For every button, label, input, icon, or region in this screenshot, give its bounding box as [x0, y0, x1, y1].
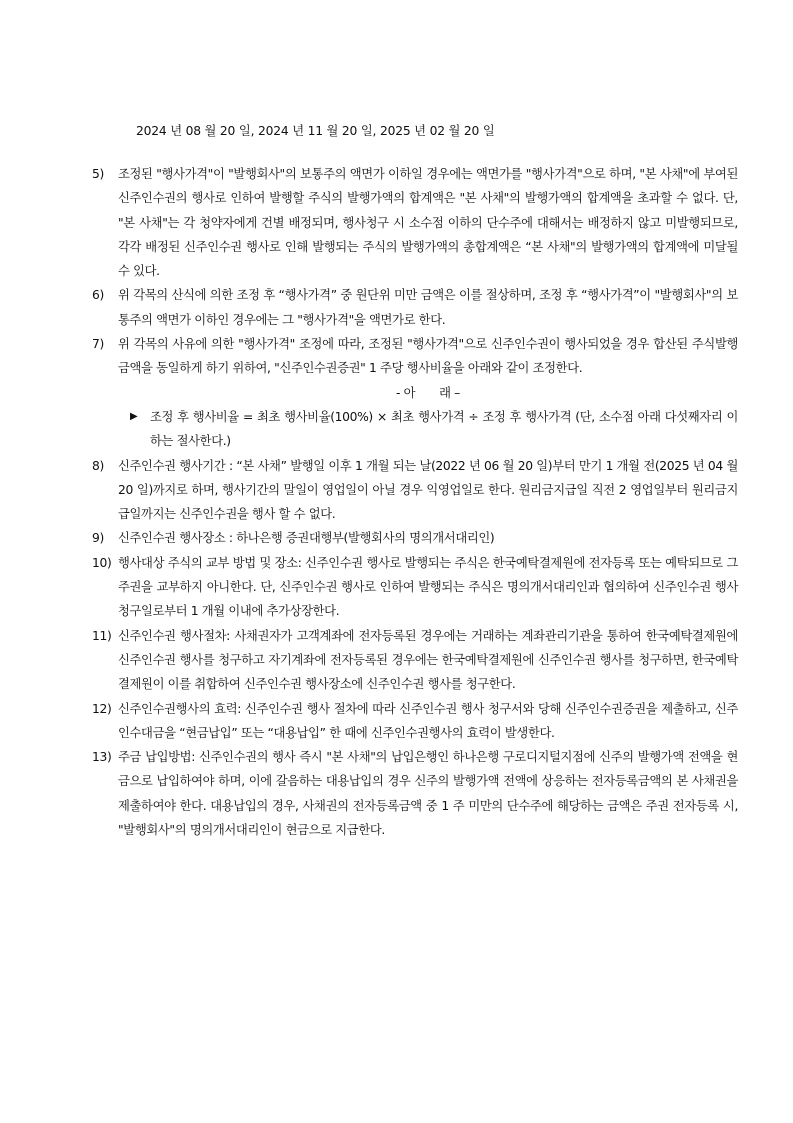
item-text: 위 각목의 사유에 의한 "행사가격" 조정에 따라, 조정된 "행사가격"으로 신주인수권이 행사되었을 경우 합산된 주식발행금액을 동일하게 하기 위하여, "신주인수권증권" 1 주당 행사비율을 아래와 같이 조정한다.	[118, 337, 738, 376]
item-text: 신주인수권행사의 효력: 신주인수권 행사 절차에 따라 신주인수권 행사 청구서와 당해 신주인수권증권을 제출하고, 신주인수대금을 “현금납입” 또는 “대용납입” 한 때에 신주인수권행사의 효력이 발생한다.	[118, 701, 738, 740]
terms-list	[92, 162, 738, 842]
item-number: 9)	[92, 531, 104, 546]
formula-bullet	[92, 405, 738, 454]
item-number: 5)	[92, 167, 104, 181]
item-text: 신주인수권 행사절차: 사채권자가 고객계좌에 전자등록된 경우에는 거래하는 계좌관리기관을 통하여 한국예탁결제원에 신주인수권 행사를 청구하고 자기계좌에 전자등록된 경우에는 한국예탁결제원에 신주인수권 행사를 청구하면, 한국예탁결제원이 이를 취합하여 신주인수권 행사장소에 신주인수권 행사를 청구한다.	[118, 628, 738, 692]
list-item	[92, 624, 738, 697]
list-item	[92, 745, 738, 842]
list-item	[92, 551, 738, 624]
list-item	[92, 697, 738, 746]
list-item	[92, 454, 738, 527]
list-item	[92, 526, 738, 550]
item-text: 신주인수권 행사기간 : “본 사채” 발행일 이후 1 개월 되는 날(2022 년 06 월 20 일)부터 만기 1 개월 전(2025 년 04 월 20 일)까지로 하며, 행사기간의 말일이 영업일이 아닐 경우 익영업일로 한다. 원리금지급일 직전 2 영업일부터 원리금지급일까지는 신주인수권을 행사 할 수 없다.	[118, 458, 738, 522]
list-item	[92, 162, 738, 283]
below-heading: - 아 래 –	[396, 385, 460, 400]
item-number: 10)	[92, 555, 112, 570]
item-text: 행사대상 주식의 교부 방법 및 장소: 신주인수권 행사로 발행되는 주식은 한국예탁결제원에 전자등록 또는 예탁되므로 그 주권을 교부하지 아니한다. 단, 신주인수권 행사로 인하여 발행되는 주식은 명의개서대리인과 협의하여 신주인수권 행사 청구일로부터 1 개월 이내에 추가상장한다.	[118, 555, 738, 619]
item-number: 8)	[92, 458, 104, 473]
item-text: 신주인수권 행사장소 : 하나은행 증권대행부(발행회사의 명의개서대리인)	[118, 531, 495, 546]
triangle-bullet-icon: ▶	[130, 410, 138, 422]
item-text: 위 각목의 산식에 의한 조정 후 “행사가격” 중 원단위 미만 금액은 이를 절상하며, 조정 후 “행사가격”이 "발행회사"의 보통주의 액면가 이하인 경우에는 그 "행사가격"을 액면가로 한다.	[118, 288, 738, 327]
item-number: 6)	[92, 288, 104, 303]
item-number: 12)	[92, 701, 112, 716]
dates-line: 2024 년 08 월 20 일, 2024 년 11 월 20 일, 2025 년 02 월 20 일	[136, 124, 495, 138]
item-text: 조정된 "행사가격"이 "발행회사"의 보통주의 액면가 이하일 경우에는 액면가를 "행사가격"으로 하며, "본 사채"에 부여된 신주인수권의 행사로 인하여 발행할 주식의 발행가액의 합계액은 "본 사채"의 발행가액의 합계액을 초과할 수 없다. 단, "본 사채"는 각 청약자에게 건별 배정되며, 행사청구 시 소수점 이하의 단수주에 대해서는 배정하지 않고 미발행되므로, 각각 배정된 신주인수권 행사로 인해 발행되는 주식의 발행가액의 총합계액은 “본 사채"의 발행가액의 합계액에 미달될 수 있다.	[118, 167, 738, 279]
list-item	[92, 283, 738, 332]
formula-text: 조정 후 행사비율 = 최초 행사비율(100%) × 최초 행사가격 ÷ 조정 후 행사가격 (단, 소수점 아래 다섯째자리 이하는 절사한다.)	[150, 409, 738, 449]
item-text: 주금 납입방법: 신주인수권의 행사 즉시 "본 사채"의 납입은행인 하나은행 구로디지털지점에 신주의 발행가액 전액을 현금으로 납입하여야 하며, 이에 갈음하는 대용납입의 경우 신주의 발행가액 전액에 상응하는 전자등록금액의 본 사채권을 제출하여야 한다. 대용납입의 경우, 사채권의 전자등록금액 중 1 주 미만의 단수주에 해당하는 금액은 주권 전자등록 시, "발행회사"의 명의개서대리인이 현금으로 지급한다.	[118, 750, 738, 838]
item-number: 7)	[92, 337, 104, 352]
item-number: 13)	[92, 750, 112, 765]
item-number: 11)	[92, 628, 112, 643]
list-item	[92, 332, 738, 381]
